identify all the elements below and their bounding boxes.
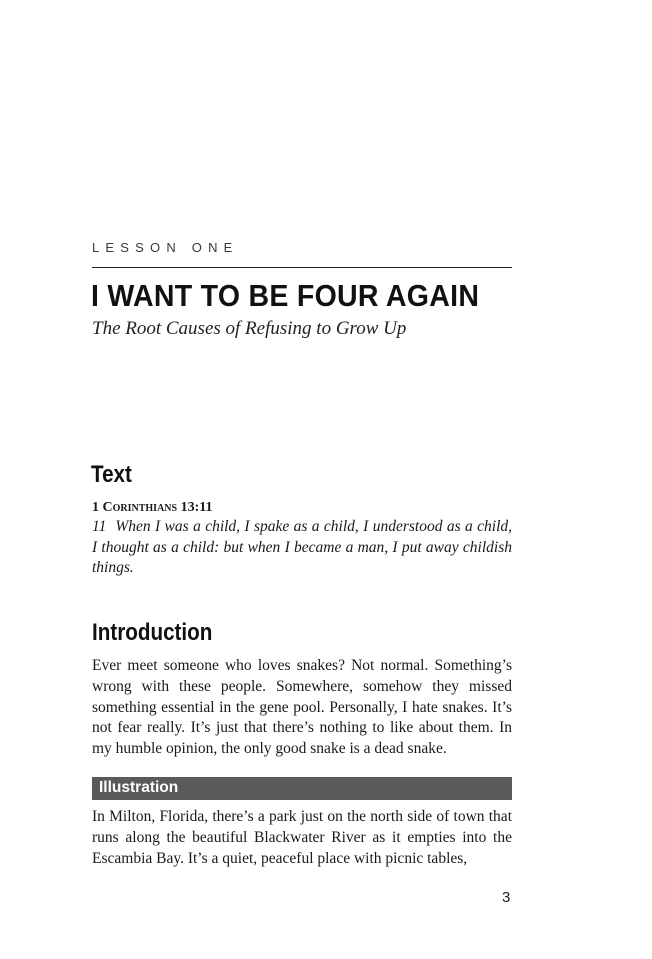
page-number: 3 xyxy=(502,889,511,906)
lesson-label: LESSON ONE xyxy=(92,240,239,255)
introduction-paragraph: Ever meet someone who loves snakes? Not normal. Something’s wrong with these people. Somewhere, somehow they missed something essential in the gene pool. Personally, I hate snakes. It’s not fear really. It’s just that there’s nothing to like about them. In my humble opinion, the only good snake is a dead snake. xyxy=(92,657,512,758)
introduction-heading: Introduction xyxy=(92,619,213,646)
lesson-subtitle: The Root Causes of Refusing to Grow Up xyxy=(92,318,407,339)
scripture-reference: 1 Corinthians 13:11 xyxy=(92,500,213,515)
text-heading: Text xyxy=(91,461,132,488)
illustration-paragraph: In Milton, Florida, there’s a park just on the north side of town that runs along the beautiful Blackwater River as it empties into the Escambia Bay. It’s a quiet, peaceful place with picnic tables, xyxy=(92,808,512,867)
lesson-title: I WANT TO BE FOUR AGAIN xyxy=(91,278,480,313)
illustration-label: Illustration xyxy=(99,779,179,796)
verse-number: 11 xyxy=(92,518,107,535)
verse-text: When I was a child, I spake as a child, I understood as a child, I thought as a child: but when I became a man, I put away childish things. xyxy=(92,518,512,576)
title-rule xyxy=(92,267,512,268)
scripture-verse xyxy=(92,517,512,579)
illustration-banner xyxy=(92,777,512,800)
